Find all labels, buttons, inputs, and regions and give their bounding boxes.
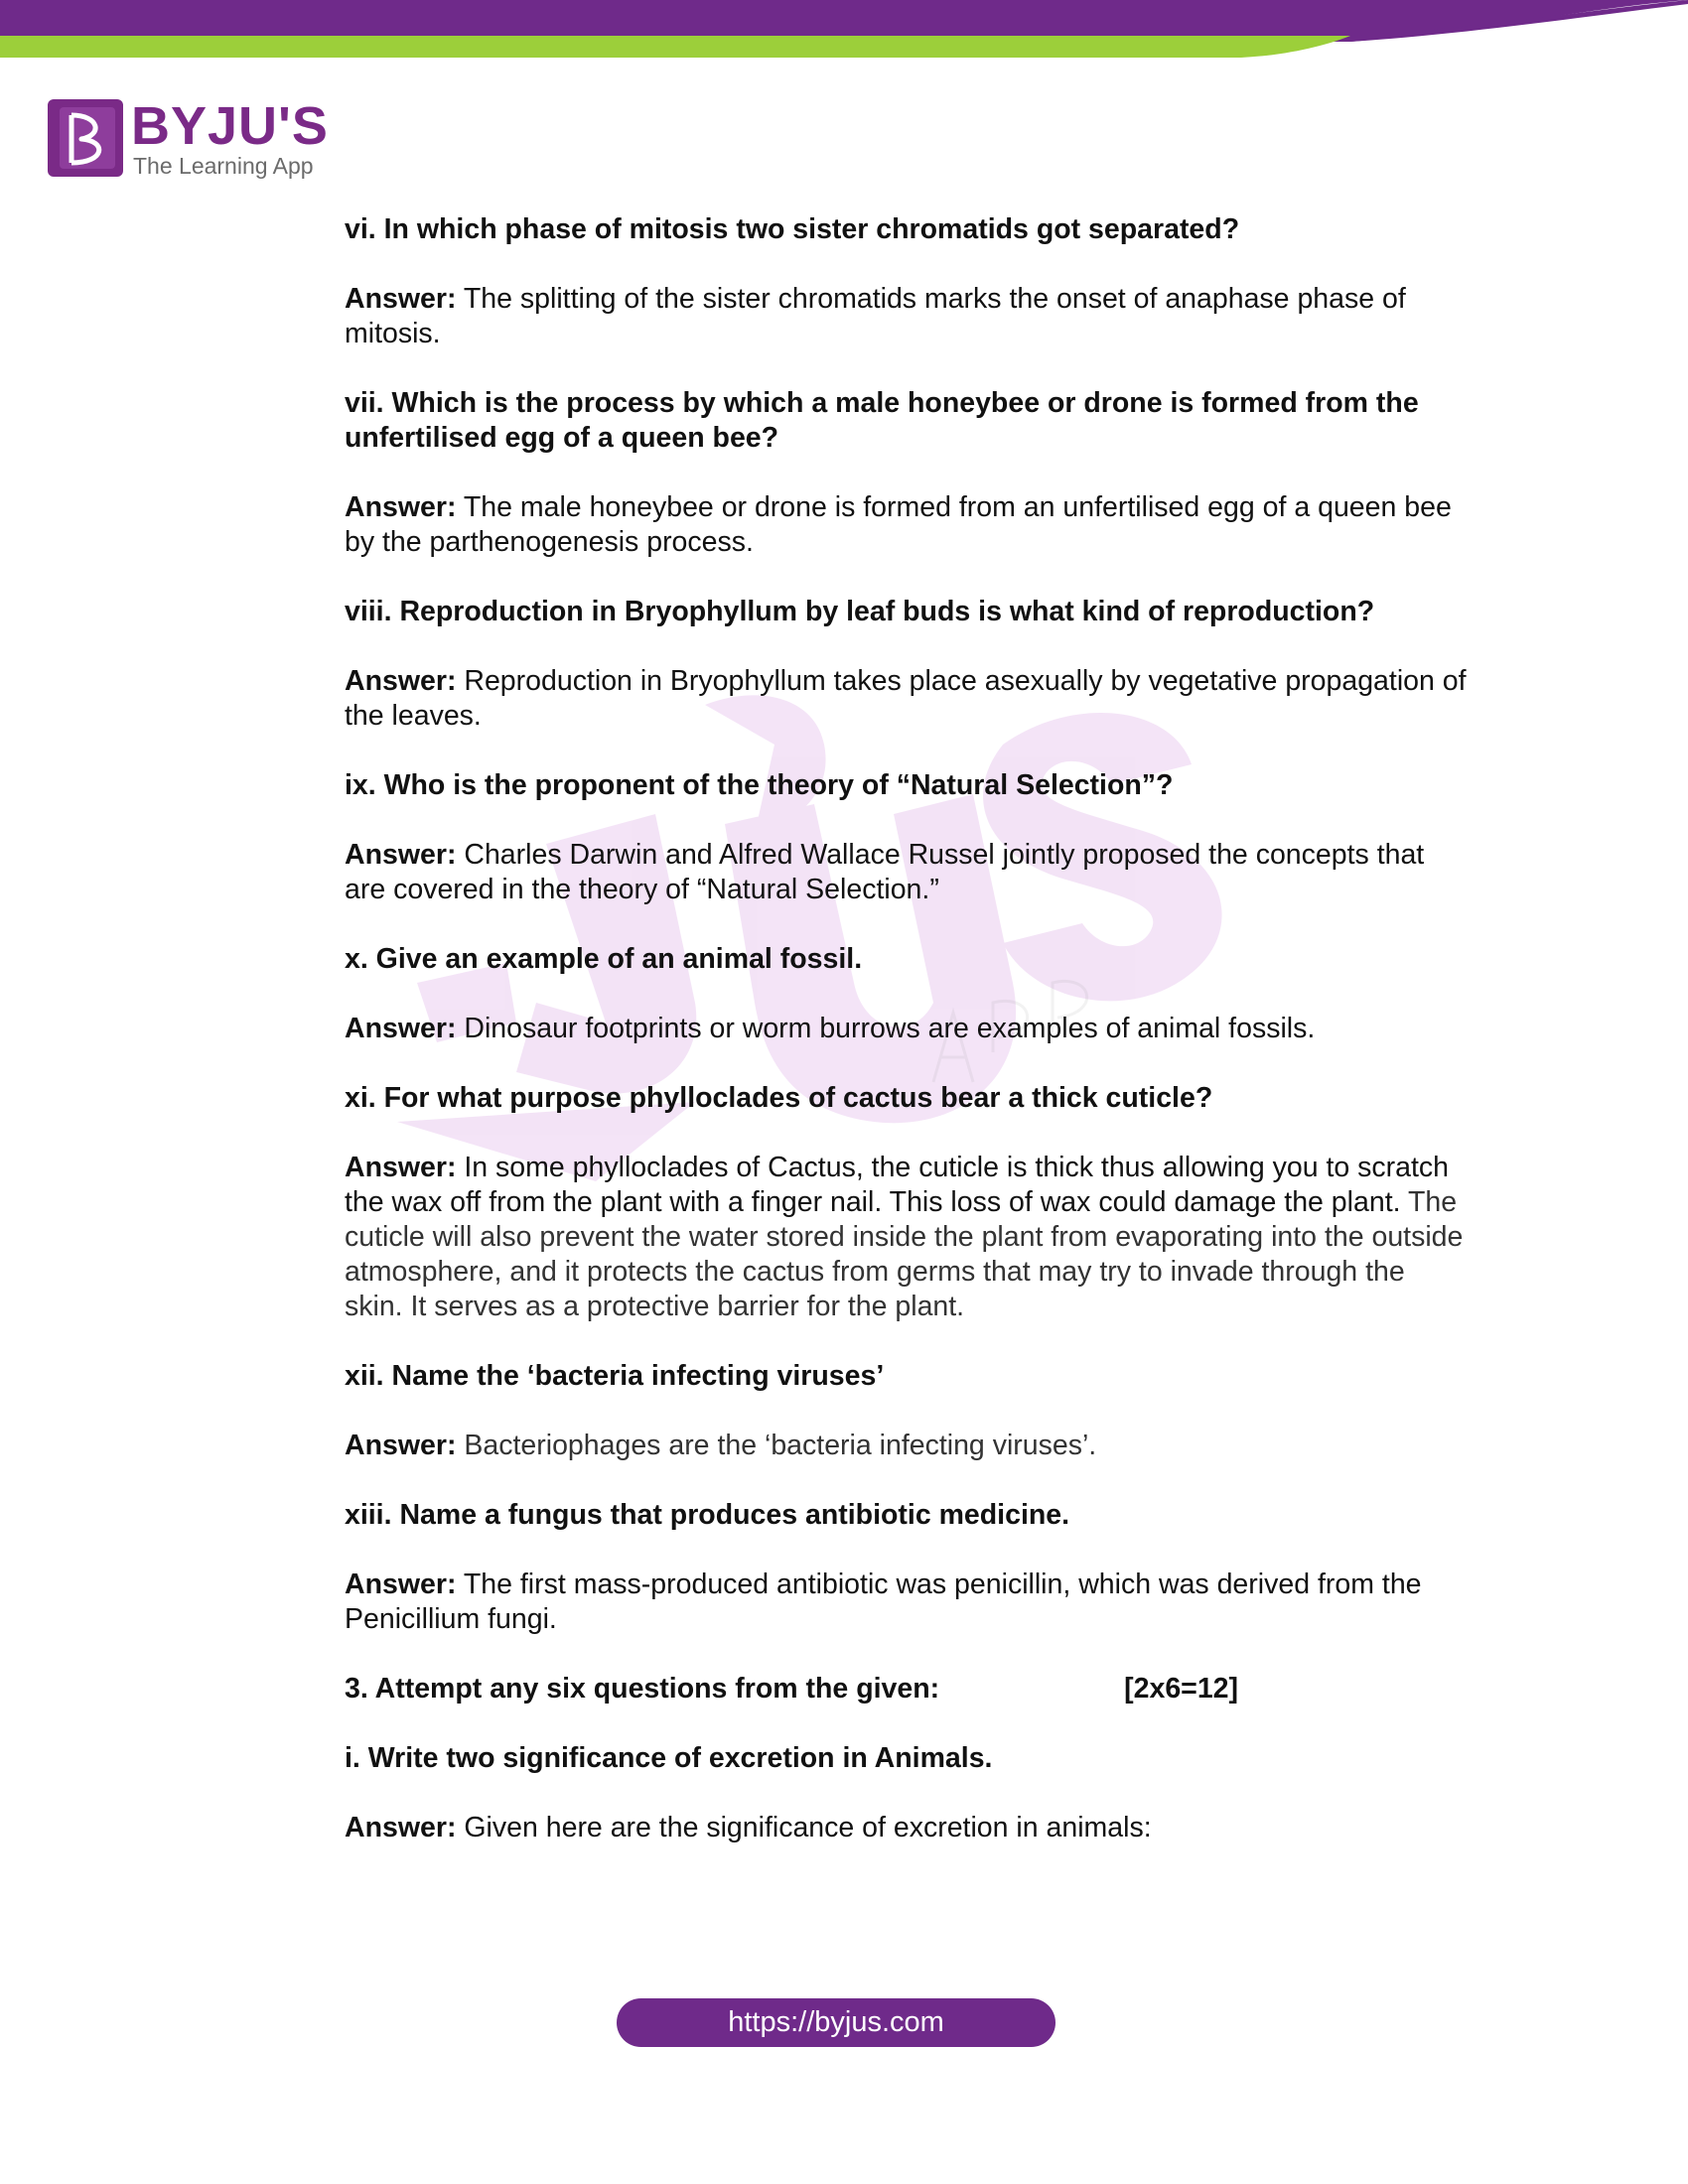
brand-logo[interactable] bbox=[48, 97, 346, 181]
answer-3-i bbox=[345, 1811, 1467, 1845]
answer-ix bbox=[345, 838, 1467, 907]
question-xiii: xiii. Name a fungus that produces antibiotic medicine. bbox=[345, 1499, 1070, 1531]
section-3-heading bbox=[345, 1672, 1467, 1706]
answer-text: Given here are the significance of excretion in animals: bbox=[456, 1812, 1152, 1843]
answer-text: The splitting of the sister chromatids marks the onset of anaphase phase of mitosis. bbox=[345, 283, 1406, 349]
answer-text-continued: The cuticle will also prevent the water stored inside the plant from evaporating into the outside atmosphere, and it protects the cactus from germs that may try to invade through the skin. It serves as a protective barrier for the plant. bbox=[345, 1186, 1464, 1322]
answer-label: Answer: bbox=[345, 283, 457, 315]
answer-text: The male honeybee or drone is formed from an unfertilised egg of a queen bee by the parthenogenesis process. bbox=[345, 491, 1452, 558]
answer-label: Answer: bbox=[345, 491, 457, 523]
answer-label: Answer: bbox=[345, 1812, 457, 1843]
answer-viii bbox=[345, 664, 1467, 734]
answer-x bbox=[345, 1012, 1467, 1046]
answer-xii bbox=[345, 1429, 1467, 1463]
answer-label: Answer: bbox=[345, 839, 457, 871]
question-x: x. Give an example of an animal fossil. bbox=[345, 943, 863, 975]
answer-label: Answer: bbox=[345, 665, 457, 697]
question-vii: vii. Which is the process by which a male honeybee or drone is formed from the unfertilised egg of a queen bee? bbox=[345, 387, 1419, 454]
question-xii: xii. Name the ‘bacteria infecting viruses’ bbox=[345, 1360, 885, 1392]
answer-text: Dinosaur footprints or worm burrows are examples of animal fossils. bbox=[456, 1013, 1316, 1044]
answer-xiii bbox=[345, 1568, 1467, 1637]
answer-text: Reproduction in Bryophyllum takes place asexually by vegetative propagation of the leaves. bbox=[345, 665, 1467, 732]
answer-xi bbox=[345, 1151, 1467, 1324]
brand-name: BYJU'S bbox=[131, 96, 329, 156]
answer-label: Answer: bbox=[345, 1152, 457, 1183]
question-xi: xi. For what purpose phylloclades of cactus bear a thick cuticle? bbox=[345, 1082, 1213, 1114]
byjus-b-logo-icon bbox=[48, 99, 123, 177]
brand-tagline: The Learning App bbox=[133, 153, 314, 179]
question-vi: vi. In which phase of mitosis two sister chromatids got separated? bbox=[345, 213, 1240, 245]
answer-label: Answer: bbox=[345, 1430, 457, 1461]
answer-text: Charles Darwin and Alfred Wallace Russel jointly proposed the concepts that are covered in the theory of “Natural Selection.” bbox=[345, 839, 1425, 905]
answer-text: Bacteriophages are the ‘bacteria infecting viruses’. bbox=[456, 1430, 1097, 1461]
qa-content bbox=[345, 212, 1467, 1845]
section-heading-text: 3. Attempt any six questions from the given: bbox=[345, 1673, 940, 1705]
answer-label: Answer: bbox=[345, 1013, 457, 1044]
answer-vi bbox=[345, 282, 1467, 351]
question-ix: ix. Who is the proponent of the theory of “Natural Selection”? bbox=[345, 769, 1174, 801]
answer-text: In some phylloclades of Cactus, the cuticle is thick thus allowing you to scratch the wax off from the plant with a finger nail. This loss of wax could damage the plant. bbox=[345, 1152, 1450, 1218]
question-viii: viii. Reproduction in Bryophyllum by leaf buds is what kind of reproduction? bbox=[345, 596, 1375, 627]
section-marks: [2x6=12] bbox=[1124, 1673, 1239, 1705]
answer-vii bbox=[345, 490, 1467, 560]
footer-url-link[interactable]: https://byjus.com bbox=[617, 1998, 1055, 2047]
top-banner bbox=[0, 0, 1688, 62]
answer-label: Answer: bbox=[345, 1569, 457, 1600]
question-3-i: i. Write two significance of excretion in Animals. bbox=[345, 1742, 993, 1774]
answer-text: The first mass-produced antibiotic was penicillin, which was derived from the Penicillium fungi. bbox=[345, 1569, 1422, 1635]
